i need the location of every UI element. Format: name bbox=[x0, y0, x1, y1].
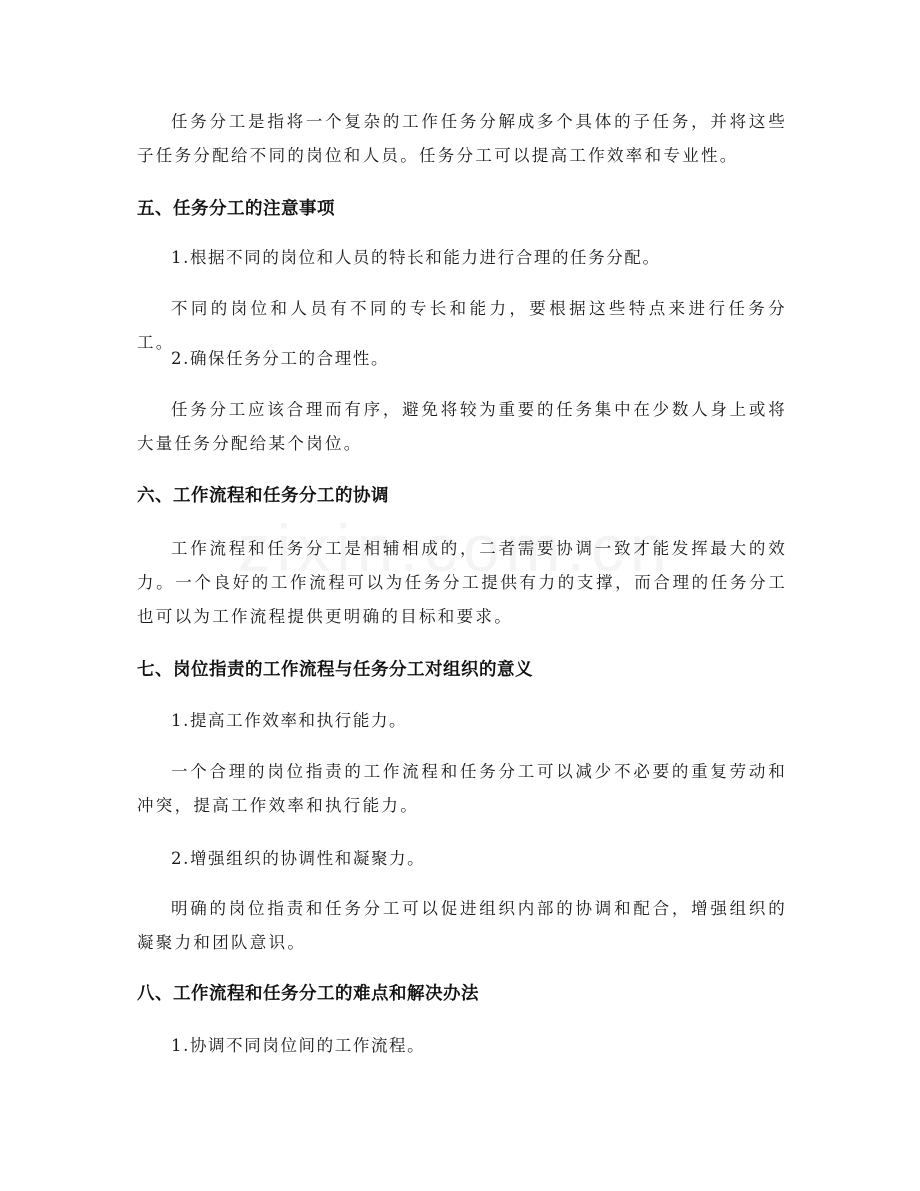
section-heading-6: 六、工作流程和任务分工的协调 bbox=[137, 486, 389, 506]
list-item: 1.协调不同岗位间的工作流程。 bbox=[171, 1036, 426, 1055]
section-heading-5: 五、任务分工的注意事项 bbox=[137, 199, 335, 219]
paragraph: 不同的岗位和人员有不同的专长和能力，要根据这些特点来进行任务分工。 bbox=[137, 299, 787, 352]
list-item: 1.提高工作效率和执行能力。 bbox=[171, 711, 408, 730]
paragraph: 明确的岗位指责和任务分工可以促进组织内部的协调和配合，增强组织的凝聚力和团队意识。 bbox=[137, 899, 787, 952]
section-heading-8: 八、工作流程和任务分工的难点和解决办法 bbox=[137, 984, 479, 1004]
paragraph: 一个合理的岗位指责的工作流程和任务分工可以减少不必要的重复劳动和冲突，提高工作效率和执行能力。 bbox=[137, 762, 787, 815]
section-heading-7: 七、岗位指责的工作流程与任务分工对组织的意义 bbox=[137, 660, 533, 680]
list-item: 2.增强组织的协调性和凝聚力。 bbox=[171, 849, 426, 868]
paragraph: 工作流程和任务分工是相辅相成的，二者需要协调一致才能发挥最大的效力。一个良好的工作流程可以为任务分工提供有力的支撑，而合理的任务分工也可以为工作流程提供更明确的目标和要求。 bbox=[137, 539, 787, 626]
paragraph: 任务分工应该合理而有序，避免将较为重要的任务集中在少数人身上或将大量任务分配给某个岗位。 bbox=[137, 400, 787, 453]
list-item: 2.确保任务分工的合理性。 bbox=[171, 349, 390, 368]
paragraph-task-division-definition: 任务分工是指将一个复杂的工作任务分解成多个具体的子任务，并将这些子任务分配给不同的岗位和人员。任务分工可以提高工作效率和专业性。 bbox=[137, 112, 787, 165]
list-item: 1.根据不同的岗位和人员的特长和能力进行合理的任务分配。 bbox=[171, 248, 661, 267]
